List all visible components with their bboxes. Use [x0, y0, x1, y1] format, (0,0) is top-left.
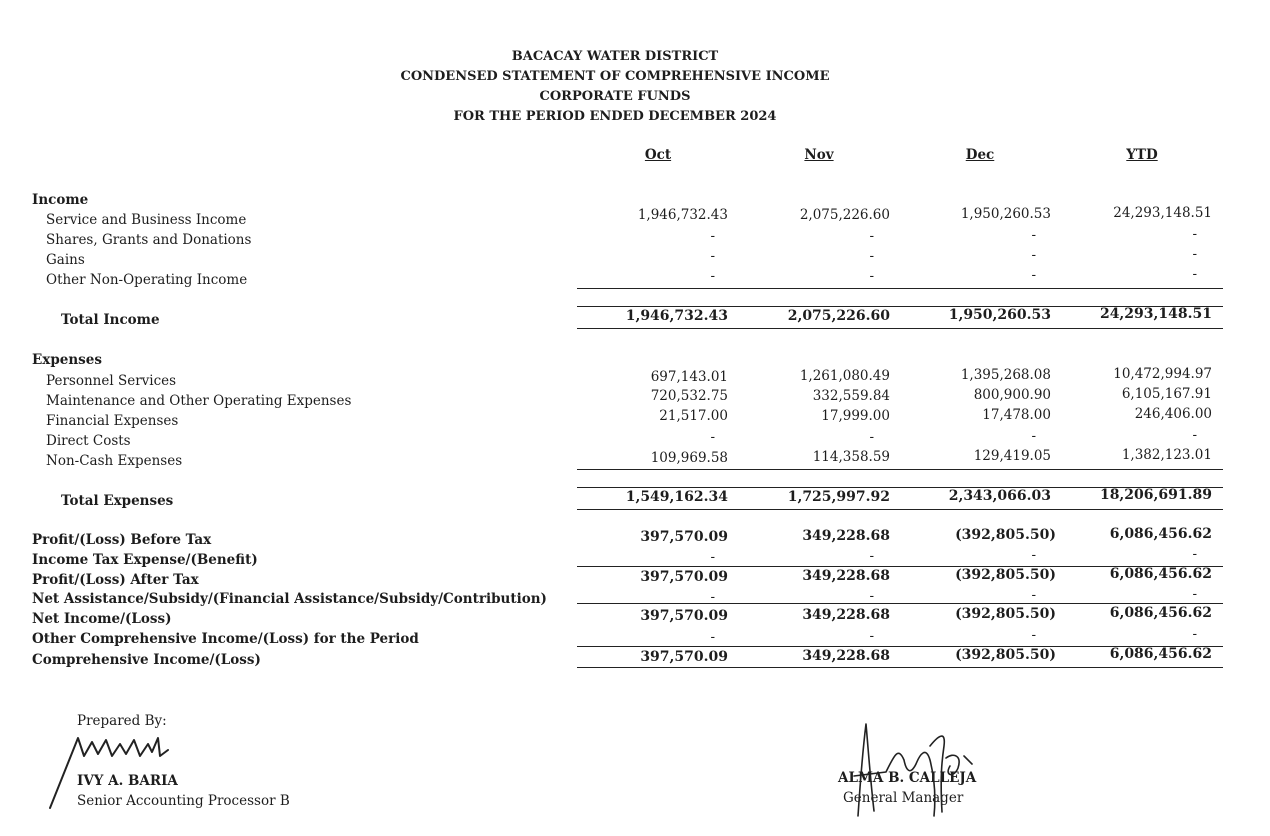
value-dec: 17,478.00	[982, 407, 1051, 423]
value-oct: -	[710, 629, 715, 645]
value-ytd: 24,293,148.51	[1099, 306, 1212, 322]
row-label: Personnel Services	[46, 373, 177, 389]
preparer-title: Senior Accounting Processor B	[77, 793, 290, 809]
value-dec: (392,805.50)	[955, 606, 1056, 622]
income-heading: Income	[32, 192, 89, 208]
value-nov: 114,358.59	[812, 449, 890, 465]
value-ytd: 6,105,167.91	[1121, 386, 1212, 402]
row-label: Direct Costs	[46, 433, 131, 449]
approver-title: General Manager	[843, 790, 964, 806]
row-label: Net Assistance/Subsidy/(Financial Assistance/Subsidy/Contribution)	[32, 591, 547, 607]
value-nov: -	[869, 429, 874, 445]
value-ytd: 6,086,456.62	[1109, 646, 1212, 662]
row-label: Total Expenses	[61, 493, 174, 509]
approver-signature	[846, 716, 976, 826]
value-nov: 349,228.68	[802, 648, 890, 664]
value-dec: 2,343,066.03	[948, 488, 1051, 504]
value-oct: -	[710, 429, 715, 445]
value-oct: -	[710, 248, 715, 264]
value-oct: 1,946,732.43	[637, 207, 728, 223]
col-header-dec: Dec	[965, 147, 995, 163]
row-label: Gains	[46, 252, 85, 268]
value-dec: 1,395,268.08	[960, 367, 1051, 383]
fund-name: CORPORATE FUNDS	[539, 89, 691, 104]
value-dec: 129,419.05	[973, 448, 1051, 464]
value-nov: 332,559.84	[812, 388, 890, 404]
approver-name: ALMA B. CALLEJA	[838, 770, 977, 786]
total-rule-bottom	[577, 509, 1223, 510]
value-dec: 800,900.90	[973, 387, 1051, 403]
value-dec: (392,805.50)	[955, 567, 1056, 583]
value-ytd: -	[1192, 546, 1197, 562]
value-dec: -	[1031, 428, 1036, 444]
value-dec: -	[1031, 247, 1036, 263]
preparer-name: IVY A. BARIA	[77, 773, 178, 789]
value-nov: 1,725,997.92	[787, 489, 890, 505]
value-nov: 349,228.68	[802, 607, 890, 623]
value-oct: 697,143.01	[650, 369, 728, 385]
prepared-by-label: Prepared By:	[77, 713, 167, 729]
value-ytd: -	[1192, 586, 1197, 602]
expenses-heading: Expenses	[32, 352, 102, 368]
value-oct: 397,570.09	[640, 569, 728, 585]
value-nov: -	[869, 628, 874, 644]
value-oct: -	[710, 268, 715, 284]
value-oct: 21,517.00	[659, 408, 728, 424]
row-label: Other Comprehensive Income/(Loss) for the Period	[32, 631, 419, 647]
value-ytd: -	[1192, 246, 1197, 262]
value-oct: 109,969.58	[650, 450, 728, 466]
subtotal-rule	[577, 469, 1223, 470]
value-nov: -	[869, 548, 874, 564]
value-nov: 2,075,226.60	[787, 308, 890, 324]
col-header-ytd: YTD	[1126, 147, 1158, 163]
total-rule-bottom	[577, 667, 1223, 668]
row-label: Profit/(Loss) After Tax	[32, 572, 199, 588]
subtotal-rule	[577, 603, 1223, 604]
value-ytd: -	[1192, 427, 1197, 443]
org-name: BACACAY WATER DISTRICT	[511, 49, 719, 64]
value-dec: -	[1031, 587, 1036, 603]
value-nov: -	[869, 268, 874, 284]
value-oct: 397,570.09	[640, 529, 728, 545]
value-ytd: 24,293,148.51	[1113, 205, 1212, 221]
row-label: Service and Business Income	[46, 212, 247, 228]
total-rule-bottom	[577, 328, 1223, 329]
subtotal-rule	[577, 288, 1223, 289]
period-title: FOR THE PERIOD ENDED DECEMBER 2024	[453, 109, 777, 124]
value-oct: 397,570.09	[640, 608, 728, 624]
value-ytd: -	[1192, 226, 1197, 242]
row-label: Profit/(Loss) Before Tax	[32, 532, 212, 548]
value-dec: -	[1031, 627, 1036, 643]
value-ytd: 18,206,691.89	[1099, 487, 1212, 503]
value-oct: 1,946,732.43	[625, 308, 728, 324]
value-ytd: 6,086,456.62	[1109, 526, 1212, 542]
value-ytd: 1,382,123.01	[1121, 447, 1212, 463]
value-nov: -	[869, 248, 874, 264]
value-dec: -	[1031, 227, 1036, 243]
value-nov: 1,261,080.49	[799, 368, 890, 384]
value-ytd: 6,086,456.62	[1109, 605, 1212, 621]
row-label: Shares, Grants and Donations	[46, 232, 252, 248]
value-oct: -	[710, 549, 715, 565]
value-nov: -	[869, 588, 874, 604]
value-oct: 720,532.75	[650, 388, 728, 404]
row-label: Net Income/(Loss)	[32, 611, 172, 627]
row-label: Non-Cash Expenses	[46, 453, 183, 469]
value-ytd: -	[1192, 266, 1197, 282]
value-dec: -	[1031, 267, 1036, 283]
statement-title: CONDENSED STATEMENT OF COMPREHENSIVE INCOME	[400, 69, 830, 84]
value-nov: 349,228.68	[802, 568, 890, 584]
row-label: Total Income	[61, 312, 160, 328]
value-nov: 17,999.00	[821, 408, 890, 424]
row-label: Comprehensive Income/(Loss)	[32, 652, 261, 668]
col-header-nov: Nov	[804, 147, 834, 163]
value-dec: (392,805.50)	[955, 527, 1056, 543]
value-ytd: 246,406.00	[1134, 406, 1212, 422]
row-label: Income Tax Expense/(Benefit)	[32, 552, 258, 568]
value-nov: -	[869, 228, 874, 244]
value-oct: 1,549,162.34	[625, 489, 728, 505]
value-dec: -	[1031, 547, 1036, 563]
value-oct: -	[710, 228, 715, 244]
value-dec: 1,950,260.53	[960, 206, 1051, 222]
value-dec: 1,950,260.53	[948, 307, 1051, 323]
value-nov: 2,075,226.60	[799, 207, 890, 223]
value-ytd: -	[1192, 626, 1197, 642]
col-header-oct: Oct	[644, 147, 672, 163]
row-label: Financial Expenses	[46, 413, 179, 429]
value-dec: (392,805.50)	[955, 647, 1056, 663]
value-oct: -	[710, 589, 715, 605]
row-label: Maintenance and Other Operating Expenses	[46, 393, 352, 409]
value-ytd: 10,472,994.97	[1113, 366, 1212, 382]
value-ytd: 6,086,456.62	[1109, 566, 1212, 582]
row-label: Other Non-Operating Income	[46, 272, 248, 288]
value-oct: 397,570.09	[640, 649, 728, 665]
value-nov: 349,228.68	[802, 528, 890, 544]
